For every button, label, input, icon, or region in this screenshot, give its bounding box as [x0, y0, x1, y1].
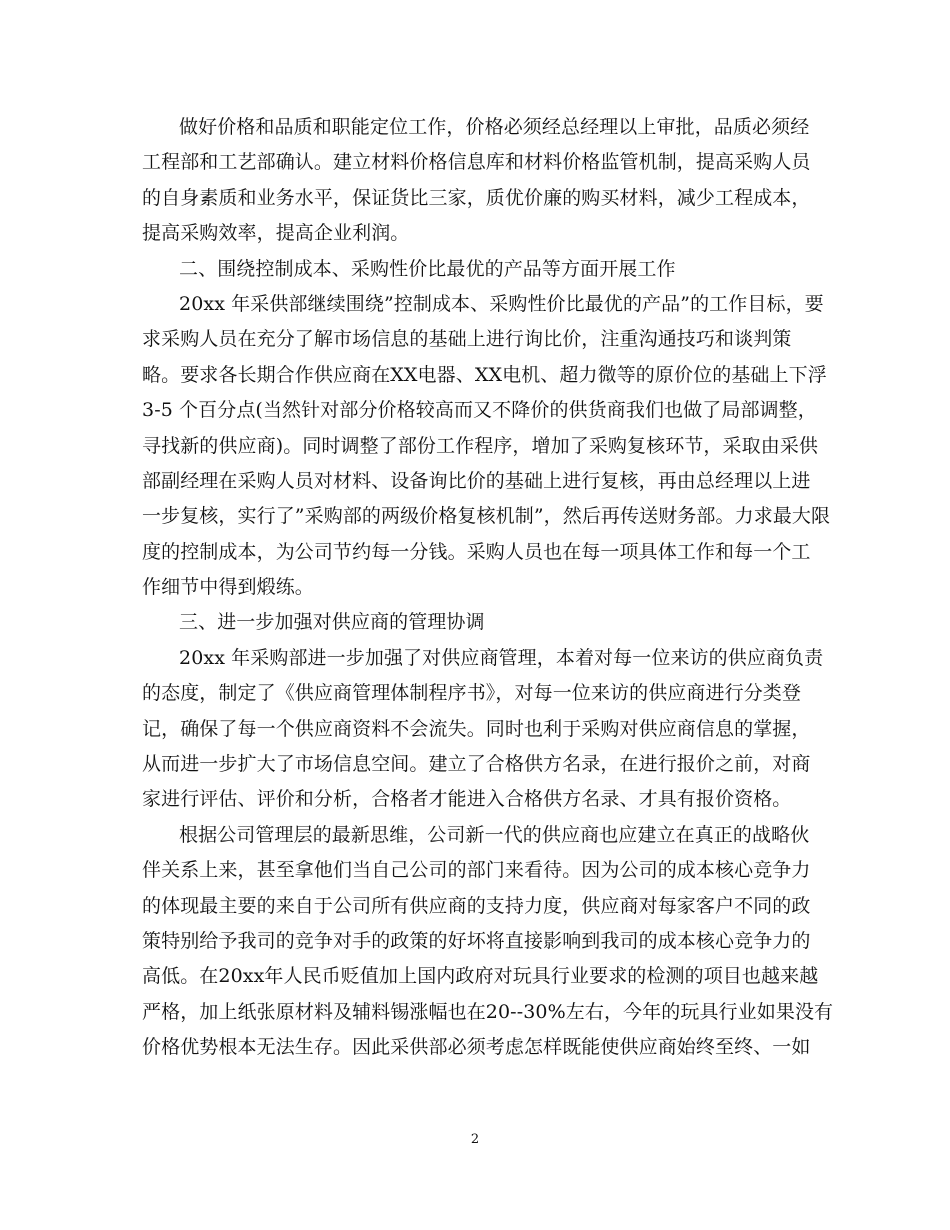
text-line: 从而进一步扩大了市场信息空间。建立了合格供方名录，在进行报价之前，对商: [142, 753, 811, 776]
text-line: 作细节中得到煅练。: [142, 576, 314, 599]
text-line: 伴关系上来，甚至拿他们当自己公司的部门来看待。因为公司的成本核心竞争力: [142, 859, 811, 882]
text-line: 20xx 年采购部进一步加强了对供应商管理，本着对每一位来访的供应商负责: [179, 646, 824, 669]
body-text: [142, 110, 834, 1066]
text-line: 的态度，制定了《供应商管理体制程序书》，对每一位来访的供应商进行分类登: [142, 682, 802, 705]
text-line: 提高采购效率，提高企业利润。: [142, 222, 410, 245]
text-line: 策特别给予我司的竞争对手的政策的好坏将直接影响到我司的成本核心竞争力的: [142, 929, 811, 952]
text-line: 根据公司管理层的最新思维，公司新一代的供应商也应建立在真正的战略伙: [179, 823, 810, 846]
text-line: 度的控制成本，为公司节约每一分钱。采购人员也在每一项具体工作和每一个工: [142, 540, 811, 563]
text-line: 高低。在20xx年人民币贬值加上国内政府对玩具行业要求的检测的项目也越来越: [142, 965, 819, 988]
text-line: 的体现最主要的来自于公司所有供应商的支持力度，供应商对每家客户不同的政: [142, 894, 811, 917]
text-line: 家进行评估、评价和分析，合格者才能进入合格供方名录、才具有报价资格。: [142, 788, 792, 811]
text-line: 部副经理在采购人员对材料、设备询比价的基础上进行复核，再由总经理以上进: [142, 469, 811, 492]
text-line: 工程部和工艺部确认。建立材料价格信息库和材料价格监管机制，提高采购人员: [142, 151, 811, 174]
section-heading: 三、进一步加强对供应商的管理协调: [179, 611, 485, 634]
text-line: 寻找新的供应商)。同时调整了部份工作程序，增加了采购复核环节，采取由采供: [142, 434, 819, 457]
text-line: 3-5 个百分点(当然针对部分价格较高而又不降价的供货商我们也做了局部调整，: [142, 399, 817, 422]
text-line: 的自身素质和业务水平，保证货比三家，质优价廉的购买材料，减少工程成本，: [142, 186, 811, 209]
text-line: 严格，加上纸张原材料及辅料锡涨幅也在20--30%左右，今年的玩具行业如果没有: [142, 1000, 834, 1023]
text-line: 20xx 年采供部继续围绕”控制成本、采购性价比最优的产品”的工作目标，要: [179, 292, 824, 315]
text-line: 求采购人员在充分了解市场信息的基础上进行询比价，注重沟通技巧和谈判策: [142, 328, 792, 351]
text-line: 一步复核，实行了”采购部的两级价格复核机制”，然后再传送财务部。力求最大限: [142, 505, 831, 528]
text-line: 略。要求各长期合作供应商在XX电器、XX电机、超力微等的原价位的基础上下浮: [142, 363, 827, 386]
text-line: 记，确保了每一个供应商资料不会流失。同时也利于采购对供应商信息的掌握，: [142, 717, 811, 740]
text-line: 价格优势根本无法生存。因此采供部必须考虑怎样既能使供应商始终至终、一如: [142, 1036, 811, 1059]
text-line: 做好价格和品质和职能定位工作，价格必须经总经理以上审批，品质必须经: [179, 116, 810, 138]
page-number: 2: [470, 1132, 480, 1147]
section-heading: 二、围绕控制成本、采购性价比最优的产品等方面开展工作: [179, 257, 676, 280]
